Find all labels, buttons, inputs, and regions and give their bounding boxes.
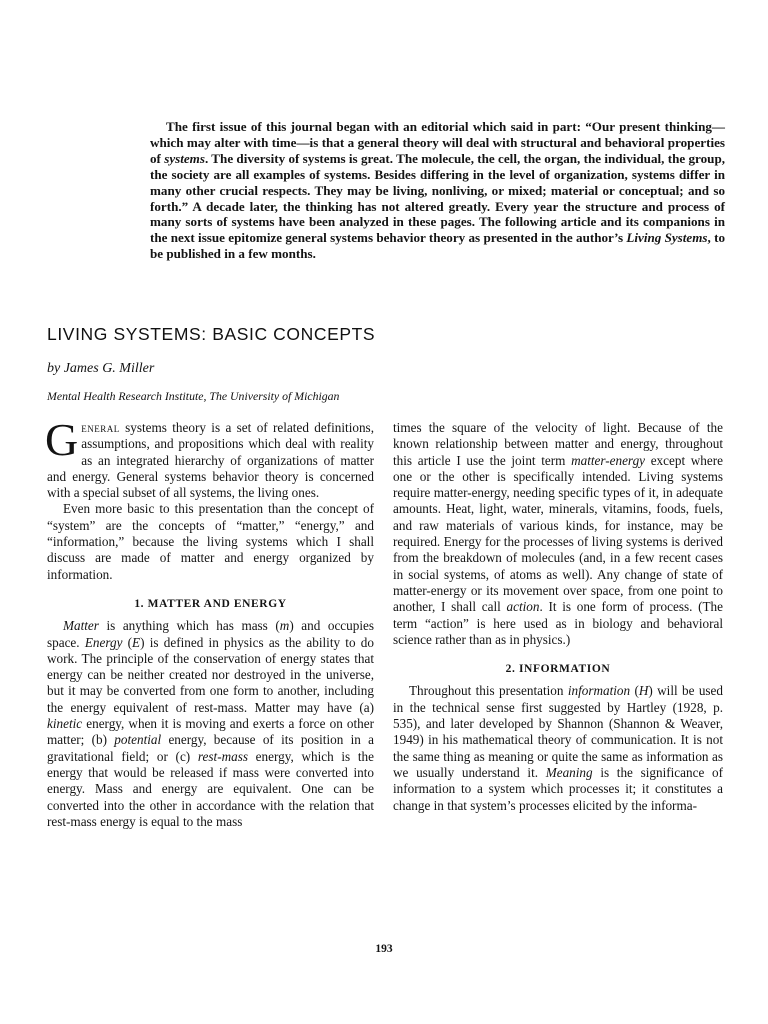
paragraph-concepts: Even more basic to this presentation than the concept of “system” are the concepts of “matter,” “energy,” and “information,” because the living systems which I shall discuss are made of matter and energy organized by information. xyxy=(47,501,374,582)
section-heading-matter-energy: 1. MATTER AND ENERGY xyxy=(134,597,287,610)
article-title: LIVING SYSTEMS: BASIC CONCEPTS xyxy=(47,324,376,344)
author-affiliation: Mental Health Research Institute, The University of Michigan xyxy=(47,389,340,403)
paragraph-information: Throughout this presentation information (H) will be used in the technical sense first suggested by Hartley (1928, p. 535), and later developed by Shannon (Shannon & Weaver, 1949) in his mathematical theory of communication. It is not the same thing as meaning or quite the same as information as we usually understand it. Meaning is the significance of information to a system which processes it; it constitutes a change in that system’s processes elicited by the informa- xyxy=(393,683,723,813)
intro-paragraph: General systems theory is a set of related definitions, assumptions, and propositions which deal with reality as an integrated hierarchy of organizations of matter and energy. General systems behavior theory is concerned with a special subset of all systems, the living ones. xyxy=(45,414,374,501)
left-column xyxy=(45,414,374,830)
editorial-note: The first issue of this journal began with an editorial which said in part: “Our present thinking—which may alter with time—is that a general theory will deal with structural and behavioral properties of systems. The diversity of systems is great. The molecule, the cell, the organ, the individual, the group, the society are all examples of systems. Besides differing in the level of organization, systems differ in many other crucial respects. They may be living, nonliving, or mixed; material or conceptual; and so forth.” A decade later, the thinking has not altered greatly. Every year the structure and process of many sorts of systems have been analyzed in these pages. The following article and its companions in the next issue epitomize general systems behavior theory as presented in the author’s Living Systems, to be published in a few months. xyxy=(150,119,725,262)
section-heading-information: 2. INFORMATION xyxy=(505,663,611,676)
page-number: 193 xyxy=(375,943,393,955)
paragraph-matter-energy-continued: times the square of the velocity of light. Because of the known relationship between matter and energy, throughout this article I use the joint term matter-energy except where one or the other is specifically intended. Living systems require matter-energy, needing specific types of it, in adequate amounts. Heat, light, water, minerals, vitamins, foods, fuels, and raw materials of various kinds, for instance, may be required. Energy for the processes of living systems is derived from the breakdown of molecules (and, in a few recent cases in social systems, of atoms as well). Any change of state of matter-energy or its movement over space, from one point to another, I shall call action. It is one form of process. (The term “action” is here used as in biology and behavioral science rather than as in physics.) xyxy=(393,420,723,647)
drop-cap: G xyxy=(45,414,79,465)
right-column xyxy=(393,420,723,814)
author-byline: by James G. Miller xyxy=(47,361,155,376)
paragraph-matter-energy: Matter is anything which has mass (m) and occupies space. Energy (E) is defined in physics as the ability to do work. The principle of the conservation of energy states that energy can be neither created nor destroyed in the universe, but it may be converted from one form to another, including the energy equivalent of rest-mass. Matter may have (a) kinetic energy, when it is moving and exerts a force on other matter; (b) potential energy, because of its position in a gravitational field; or (c) rest-mass energy, which is the energy that would be released if mass were converted into energy. Mass and energy are equivalent. One can be converted into the other in accordance with the relation that rest-mass energy is equal to the mass xyxy=(47,618,374,829)
